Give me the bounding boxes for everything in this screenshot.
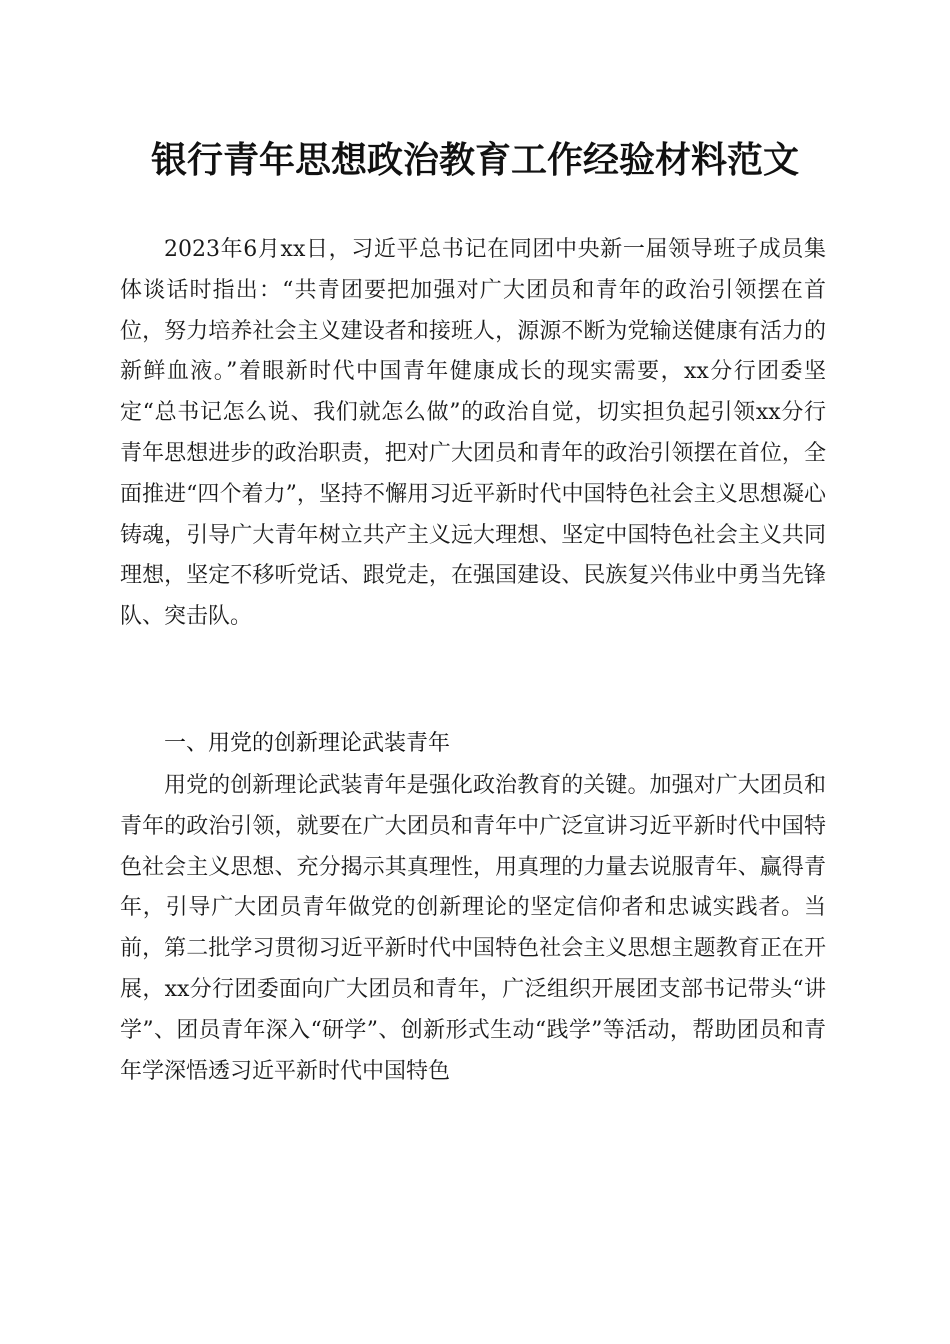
- document-title: 银行青年思想政治教育工作经验材料范文: [150, 139, 799, 181]
- section-heading-1: 一、用党的创新理论武装青年: [164, 731, 451, 756]
- paragraph-section-1-text: 用党的创新理论武装青年是强化政治教育的关键。加强对广大团员和青年的政治引领，就要在广大团员和青年中广泛宣讲习近平新时代中国特色社会主义思想、充分揭示其真理性，用真理的力量去说服青年、赢得青年，引导广大团员青年做党的创新理论的坚定信仰者和忠诚实践者。当前，第二批学习贯彻习近平新时代中国特色社会主义思想主题教育正在开展，xx分行团委面向广大团员和青年，广泛组织开展团支部书记带头“讲学”、团员青年深入“研学”、创新形式生动“践学”等活动，帮助团员和青年学深悟透习近平新时代中国特色: [120, 773, 826, 1084]
- paragraph-section-1: [120, 766, 826, 1092]
- paragraph-intro-text: 2023年6月xx日，习近平总书记在同团中央新一届领导班子成员集体谈话时指出：“共青团要把加强对广大团员和青年的政治引领摆在首位，努力培养社会主义建设者和接班人，源源不断为党输送健康有活力的新鲜血液。”着眼新时代中国青年健康成长的现实需要，xx分行团委坚定“总书记怎么说、我们就怎么做”的政治自觉，切实担负起引领xx分行青年思想进步的政治职责，把对广大团员和青年的政治引领摆在首位，全面推进“四个着力”，坚持不懈用习近平新时代中国特色社会主义思想凝心铸魂，引导广大青年树立共产主义远大理想、坚定中国特色社会主义共同理想，坚定不移听党话、跟党走，在强国建设、民族复兴伟业中勇当先锋队、突击队。: [120, 237, 826, 630]
- paragraph-intro: [120, 230, 826, 638]
